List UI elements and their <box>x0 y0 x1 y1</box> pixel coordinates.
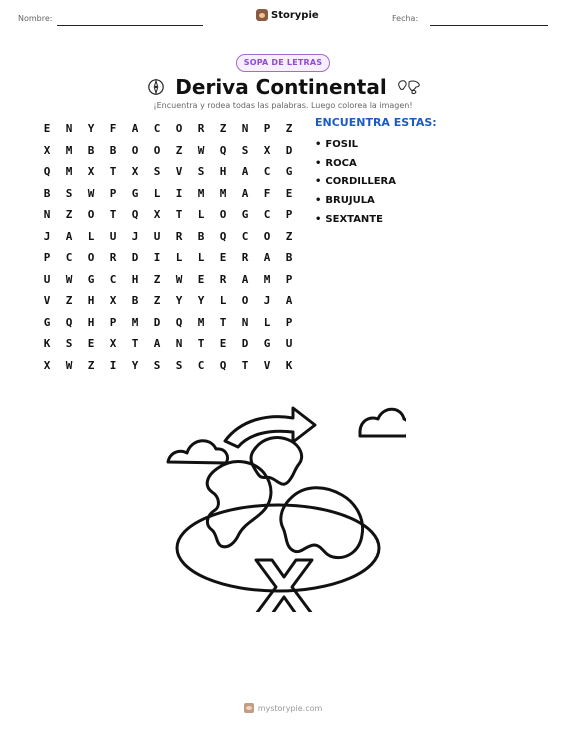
grid-cell: A <box>65 229 73 243</box>
grid-cell: W <box>175 272 183 286</box>
grid-cell: T <box>131 337 139 351</box>
word-list <box>315 135 396 229</box>
footer <box>0 703 566 713</box>
grid-cell: A <box>263 251 271 265</box>
grid-cell: P <box>285 272 293 286</box>
grid-cell: G <box>241 208 249 222</box>
grid-cell: N <box>43 208 51 222</box>
grid-cell: U <box>285 337 293 351</box>
grid-cell: F <box>263 186 271 200</box>
grid-cell: I <box>109 358 117 372</box>
grid-cell: R <box>241 251 249 265</box>
grid-cell: L <box>175 251 183 265</box>
grid-cell: T <box>109 208 117 222</box>
grid-cell: A <box>241 272 249 286</box>
grid-cell: P <box>285 315 293 329</box>
grid-cell: Z <box>65 208 73 222</box>
grid-cell: S <box>153 165 161 179</box>
grid-cell: X <box>109 337 117 351</box>
grid-cell: O <box>153 143 161 157</box>
grid-cell: S <box>197 165 205 179</box>
grid-cell: S <box>65 337 73 351</box>
grid-cell: Q <box>219 229 227 243</box>
name-label: Nombre: <box>18 14 53 23</box>
grid-cell: G <box>131 186 139 200</box>
grid-cell: Q <box>175 315 183 329</box>
grid-cell: S <box>153 358 161 372</box>
grid-cell: N <box>175 337 183 351</box>
grid-cell: W <box>65 358 73 372</box>
right-continent <box>281 488 363 558</box>
storypie-icon <box>256 9 268 21</box>
date-label: Fecha: <box>392 14 419 23</box>
grid-cell: A <box>241 186 249 200</box>
grid-cell: O <box>131 143 139 157</box>
grid-cell: Z <box>285 229 293 243</box>
grid-cell: Z <box>285 122 293 136</box>
name-line <box>57 25 203 26</box>
grid-cell: F <box>109 122 117 136</box>
grid-cell: E <box>219 251 227 265</box>
grid-cell: D <box>241 337 249 351</box>
grid-cell: Q <box>131 208 139 222</box>
word-list-item: • ROCA <box>315 154 396 173</box>
page-title: Deriva Continental <box>175 75 387 99</box>
storypie-icon <box>244 703 254 713</box>
grid-cell: L <box>197 208 205 222</box>
grid-cell: J <box>43 229 51 243</box>
grid-cell: M <box>219 186 227 200</box>
grid-cell: U <box>153 229 161 243</box>
grid-cell: D <box>285 143 293 157</box>
grid-cell: Y <box>197 294 205 308</box>
grid-cell: X <box>131 165 139 179</box>
footer-link: mystorypie.com <box>257 703 323 713</box>
grid-cell: M <box>65 165 73 179</box>
grid-cell: W <box>197 143 205 157</box>
grid-cell: A <box>241 165 249 179</box>
grid-cell: R <box>219 272 227 286</box>
grid-cell: G <box>263 337 271 351</box>
grid-cell: Z <box>87 358 95 372</box>
grid-cell: L <box>87 229 95 243</box>
grid-cell: M <box>263 272 271 286</box>
grid-cell: E <box>285 186 293 200</box>
grid-cell: I <box>175 186 183 200</box>
grid-cell: D <box>153 315 161 329</box>
grid-cell: S <box>241 143 249 157</box>
grid-cell: H <box>131 272 139 286</box>
grid-cell: X <box>87 165 95 179</box>
grid-cell: C <box>197 358 205 372</box>
grid-cell: T <box>241 358 249 372</box>
date-line <box>430 25 548 26</box>
grid-cell: K <box>285 358 293 372</box>
grid-cell: P <box>285 208 293 222</box>
right-cloud <box>360 409 406 436</box>
grid-cell: L <box>263 315 271 329</box>
grid-cell: J <box>131 229 139 243</box>
grid-cell: P <box>43 251 51 265</box>
grid-cell: L <box>219 294 227 308</box>
grid-cell: M <box>197 186 205 200</box>
grid-cell: E <box>197 272 205 286</box>
grid-cell: Z <box>65 294 73 308</box>
grid-cell: P <box>109 186 117 200</box>
grid-cell: C <box>153 122 161 136</box>
grid-cell: Y <box>131 358 139 372</box>
grid-cell: B <box>131 294 139 308</box>
grid-cell: M <box>131 315 139 329</box>
grid-cell: E <box>87 337 95 351</box>
grid-cell: Q <box>219 358 227 372</box>
grid-cell: O <box>87 208 95 222</box>
worksheet-pill: SOPA DE LETRAS <box>236 54 330 72</box>
grid-cell: V <box>43 294 51 308</box>
grid-cell: L <box>197 251 205 265</box>
grid-cell: Q <box>43 165 51 179</box>
grid-cell: C <box>241 229 249 243</box>
grid-cell: A <box>285 294 293 308</box>
x-mark <box>256 560 312 612</box>
grid-cell: G <box>87 272 95 286</box>
grid-cell: B <box>197 229 205 243</box>
grid-cell: Z <box>153 272 161 286</box>
grid-cell: X <box>263 143 271 157</box>
brand-name: Storypie <box>271 9 319 21</box>
left-cloud <box>168 441 228 463</box>
compass-icon <box>147 78 165 96</box>
grid-cell: J <box>263 294 271 308</box>
grid-cell: W <box>87 186 95 200</box>
grid-cell: G <box>285 165 293 179</box>
grid-cell: Y <box>87 122 95 136</box>
grid-cell: Z <box>153 294 161 308</box>
grid-cell: P <box>109 315 117 329</box>
word-list-item: • BRUJULA <box>315 191 396 210</box>
grid-cell: I <box>153 251 161 265</box>
grid-cell: T <box>175 208 183 222</box>
grid-cell: A <box>153 337 161 351</box>
grid-cell: D <box>131 251 139 265</box>
instructions: ¡Encuentra y rodea todas las palabras. Luego colorea la imagen! <box>153 101 413 110</box>
grid-cell: C <box>65 251 73 265</box>
grid-cell: N <box>241 315 249 329</box>
grid-cell: C <box>109 272 117 286</box>
grid-cell: T <box>219 315 227 329</box>
grid-cell: Z <box>175 143 183 157</box>
grid-cell: O <box>219 208 227 222</box>
grid-cell: U <box>43 272 51 286</box>
grid-cell: H <box>219 165 227 179</box>
grid-cell: B <box>285 251 293 265</box>
grid-cell: A <box>131 122 139 136</box>
grid-cell: Y <box>175 294 183 308</box>
word-list-item: • FOSIL <box>315 135 396 154</box>
grid-cell: T <box>109 165 117 179</box>
grid-cell: W <box>65 272 73 286</box>
word-search-grid <box>36 118 300 376</box>
title-row <box>158 73 410 101</box>
continental-drift-illustration <box>160 394 406 612</box>
grid-cell: K <box>43 337 51 351</box>
grid-cell: E <box>43 122 51 136</box>
grid-cell: H <box>87 315 95 329</box>
grid-cell: U <box>109 229 117 243</box>
grid-cell: V <box>263 358 271 372</box>
grid-cell: O <box>263 229 271 243</box>
grid-cell: O <box>87 251 95 265</box>
grid-cell: S <box>65 186 73 200</box>
word-list-item: • CORDILLERA <box>315 173 396 192</box>
grid-cell: Z <box>219 122 227 136</box>
grid-cell: B <box>109 143 117 157</box>
grid-cell: X <box>43 358 51 372</box>
grid-cell: N <box>241 122 249 136</box>
grid-cell: X <box>109 294 117 308</box>
grid-cell: Q <box>65 315 73 329</box>
grid-cell: T <box>197 337 205 351</box>
grid-cell: N <box>65 122 73 136</box>
grid-cell: Q <box>219 143 227 157</box>
grid-cell: V <box>175 165 183 179</box>
grid-cell: R <box>175 229 183 243</box>
grid-cell: P <box>263 122 271 136</box>
grid-cell: B <box>87 143 95 157</box>
drift-arrow <box>225 408 315 447</box>
grid-cell: O <box>175 122 183 136</box>
grid-cell: R <box>109 251 117 265</box>
grid-cell: H <box>87 294 95 308</box>
grid-cell: S <box>175 358 183 372</box>
top-continent <box>251 438 302 485</box>
brand-logo <box>256 9 319 21</box>
grid-cell: G <box>43 315 51 329</box>
grid-cell: B <box>43 186 51 200</box>
grid-cell: M <box>197 315 205 329</box>
grid-cell: C <box>263 165 271 179</box>
map-icon <box>397 78 421 96</box>
word-list-title: ENCUENTRA ESTAS: <box>315 116 437 129</box>
word-list-item: • SEXTANTE <box>315 210 396 229</box>
grid-cell: C <box>263 208 271 222</box>
grid-cell: L <box>153 186 161 200</box>
grid-cell: O <box>241 294 249 308</box>
grid-cell: R <box>197 122 205 136</box>
grid-cell: M <box>65 143 73 157</box>
grid-cell: E <box>219 337 227 351</box>
grid-cell: X <box>153 208 161 222</box>
grid-cell: X <box>43 143 51 157</box>
